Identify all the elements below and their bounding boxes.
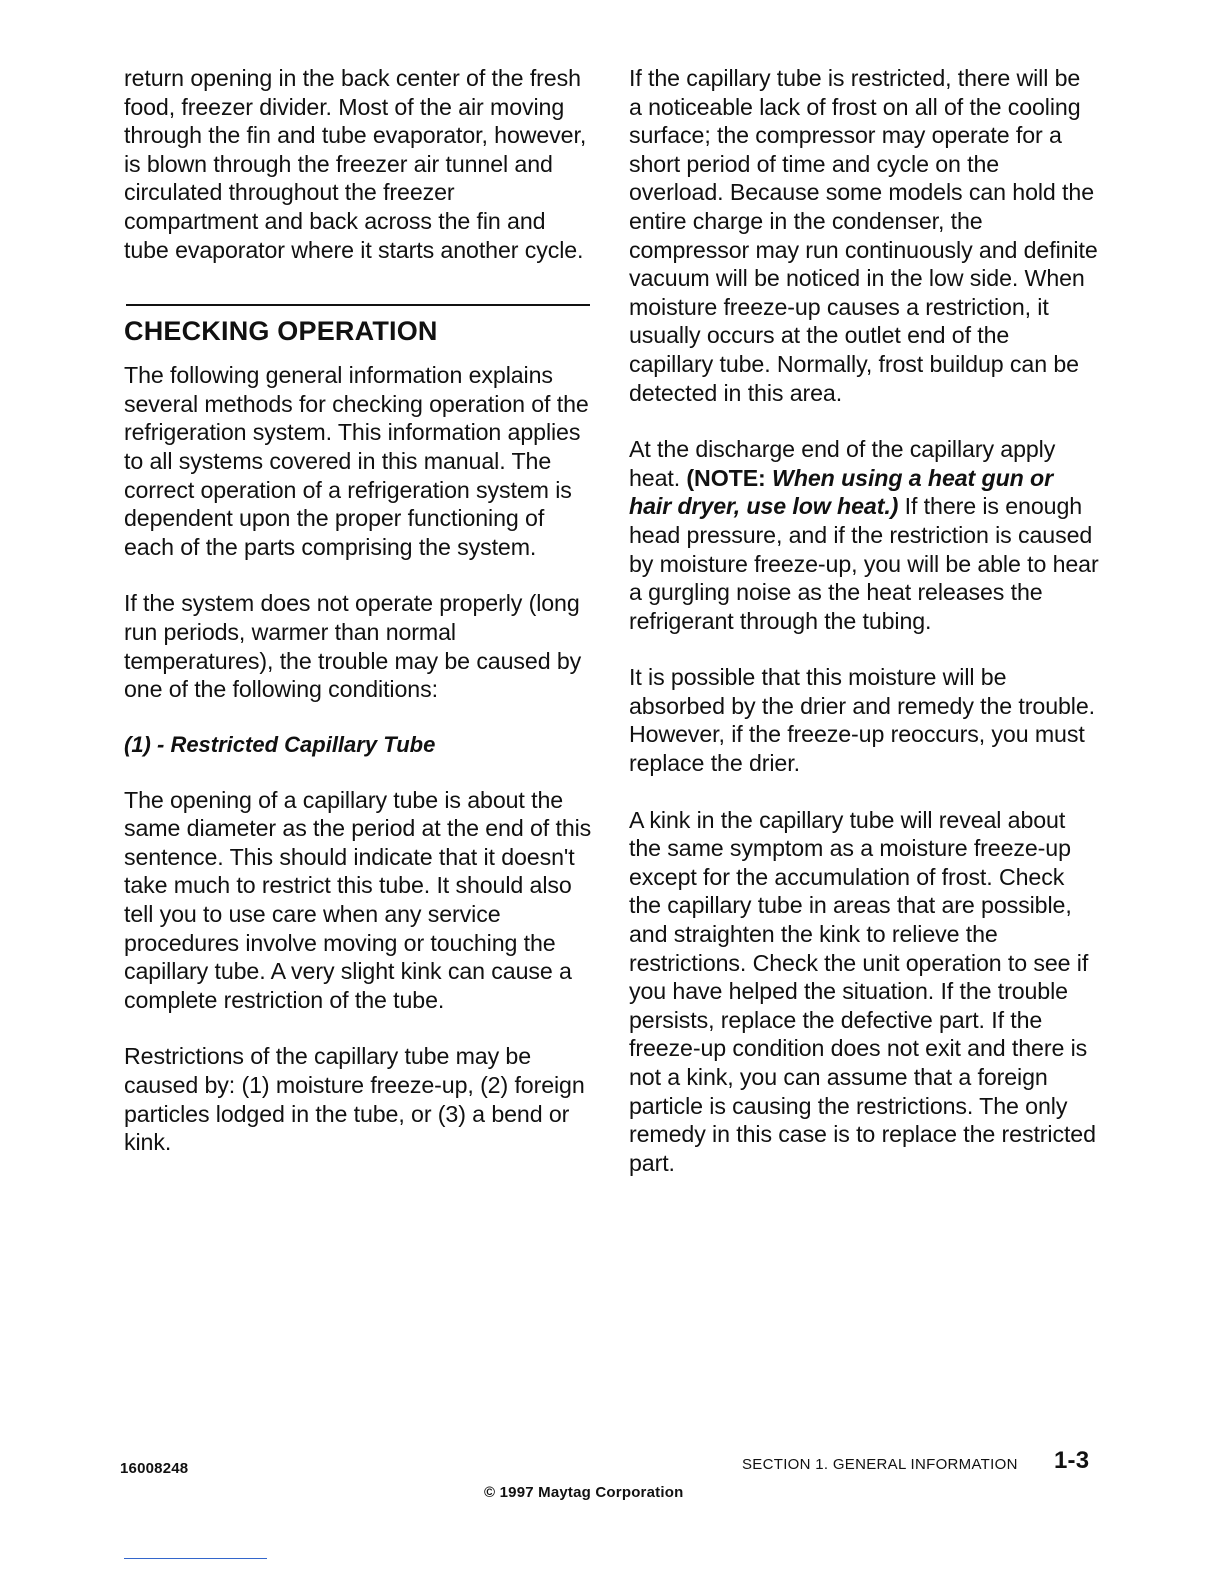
subheading-restricted-capillary: (1) - Restricted Capillary Tube [124,731,436,757]
page-number: 1-3 [1054,1447,1090,1474]
apply-heat-text: At the discharge end of the capillary apply heat. [629,436,1056,491]
note-label: (NOTE: [686,464,766,491]
paragraph-restricted-symptoms: If the capillary tube is restricted, there will be a noticeable lack of frost on all of the cooling surface; the compressor may operate for a short period of time and cycle on the overload. Because some models can hold the entire charge in the condenser, the compressor may run continuously and definite vacuum will be noticed in the low side. When moisture freeze-up causes a restriction, it usually occurs at the outlet end of the capillary tube. Normally, frost buildup can be detected in this area. [629,65,1098,406]
section-reference: SECTION 1. GENERAL INFORMATION [742,1456,1018,1473]
section-heading: CHECKING OPERATION [124,316,438,347]
paragraph-apply-heat [629,435,1099,635]
paragraph-drier: It is possible that this moisture will be absorbed by the drier and remedy the trouble. However, if the freeze-up reoccurs, you must replace the drier. [629,664,1095,777]
apply-heat-continued: If there is enough head pressure, and if the restriction is caused by moisture freeze-up, you will be able to hear a gurgling noise as the heat releases the refrigerant through the tubing. [629,493,1099,634]
copyright-notice: © 1997 Maytag Corporation [484,1484,684,1501]
paragraph-restriction-causes: Restrictions of the capillary tube may be caused by: (1) moisture freeze-up, (2) foreign particles lodged in the tube, or (3) a bend or kink. [124,1043,585,1156]
note-text: When using a heat gun or hair dryer, use low heat.) [629,464,1054,520]
document-number: 16008248 [120,1460,189,1477]
left-column [124,64,594,1157]
paragraph-general-info: The following general information explains several methods for checking operation of the refrigeration system. This information applies to all systems covered in this manual. The correct operation of a refrigeration system is dependent upon the proper functioning of each of the parts comprising the system. [124,362,589,560]
paragraph-capillary-opening: The opening of a capillary tube is about the same diameter as the period at the end of this sentence. This should indicate that it doesn't take much to restrict this tube. It should also tell you to use care when any service procedures involve moving or touching the capillary tube. A very slight kink can cause a complete restriction of the tube. [124,786,592,1013]
paragraph-kink: A kink in the capillary tube will reveal about the same symptom as a moisture freeze-up except for the accumulation of frost. Check the capillary tube in areas that are possible, and straighten the kink to relieve the restrictions. Check the unit operation to see if you have helped the situation. If the trouble persists, replace the defective part. If the freeze-up condition does not exit and there is not a kink, you can assume that a foreign particle is causing the restrictions. The only remedy in this case is to replace the restricted part. [629,806,1096,1176]
right-column [629,64,1099,1177]
section-divider [126,304,590,306]
footer-decorative-line [124,1558,267,1559]
intro-paragraph: return opening in the back center of the fresh food, freezer divider. Most of the air moving through the fin and tube evaporator, however, is blown through the freezer air tunnel and circulated throughout the freezer compartment and back across the fin and tube evaporator where it starts another cycle. [124,65,587,263]
paragraph-conditions: If the system does not operate properly (long run periods, warmer than normal temperatures), the trouble may be caused by one of the following conditions: [124,590,582,703]
